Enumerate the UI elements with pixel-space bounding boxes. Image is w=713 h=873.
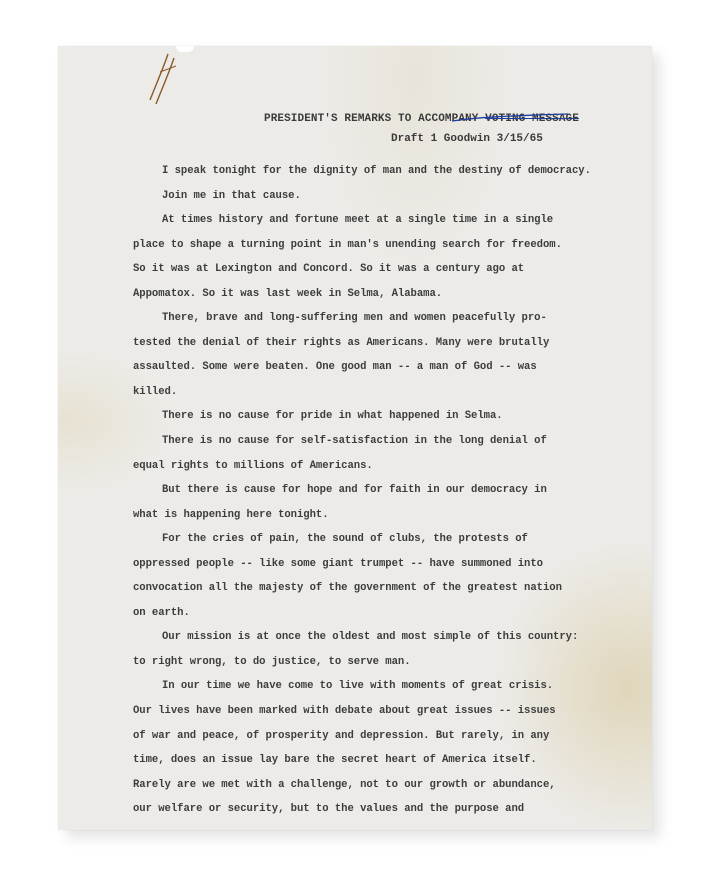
text-line: oppressed people -- like some giant trumpet -- have summoned into xyxy=(133,557,543,570)
text-line: I speak tonight for the dignity of man and the destiny of democracy. xyxy=(162,165,591,177)
text-line: There is no cause for self-satisfaction in the long denial of xyxy=(162,435,547,448)
text-line: Our mission is at once the oldest and most simple of this country: xyxy=(162,631,579,644)
text-line: our welfare or security, but to the values and the purpose and xyxy=(133,803,525,816)
text-line: of war and peace, of prosperity and depression. But rarely, in any xyxy=(133,729,550,742)
text-line: Join me in that cause. xyxy=(162,189,301,202)
title-struck-words: VOTING MESSAGE xyxy=(485,113,579,125)
text-line: Our lives have been marked with debate about great issues -- issues xyxy=(133,705,556,718)
text-line: to right wrong, to do justice, to serve man. xyxy=(133,655,411,668)
text-line: Appomatox. So it was last week in Selma, Alabama. xyxy=(133,287,443,300)
title-prefix: PRESIDENT'S REMARKS TO ACCOMPANY xyxy=(264,113,486,125)
text-line: At times history and fortune meet at a single time in a single xyxy=(162,214,554,227)
text-line: But there is cause for hope and for faith in our democracy in xyxy=(162,484,547,497)
text-line: time, does an issue lay bare the secret heart of America itself. xyxy=(133,754,537,767)
text-line: tested the denial of their rights as Americans. Many were brutally xyxy=(133,336,550,349)
text-line: what is happening here tonight. xyxy=(133,508,329,521)
pen-strikethrough-icon xyxy=(450,112,570,124)
text-line: Rarely are we met with a challenge, not to our growth or abundance, xyxy=(133,778,556,791)
text-line: convocation all the majesty of the government of the greatest nation xyxy=(133,582,562,595)
document-header xyxy=(58,46,652,146)
text-line: assaulted. Some were beaten. One good man -- a man of God -- was xyxy=(133,361,537,374)
typewritten-page xyxy=(58,46,652,830)
text-line: on earth. xyxy=(133,606,190,619)
text-line: For the cries of pain, the sound of clubs, the protests of xyxy=(162,533,528,546)
text-line: In our time we have come to live with moments of great crisis. xyxy=(162,680,554,693)
text-line: killed. xyxy=(133,385,178,398)
speech-body xyxy=(133,159,653,822)
text-line: equal rights to millions of Americans. xyxy=(133,459,373,472)
text-line: There is no cause for pride in what happened in Selma. xyxy=(162,410,503,423)
text-line: place to shape a turning point in man's unending search for freedom. xyxy=(133,238,562,251)
text-line: So it was at Lexington and Concord. So it was a century ago at xyxy=(133,263,525,276)
text-line: There, brave and long-suffering men and women peacefully pro- xyxy=(162,312,547,325)
draft-line: Draft 1 Goodwin 3/15/65 xyxy=(391,133,543,145)
